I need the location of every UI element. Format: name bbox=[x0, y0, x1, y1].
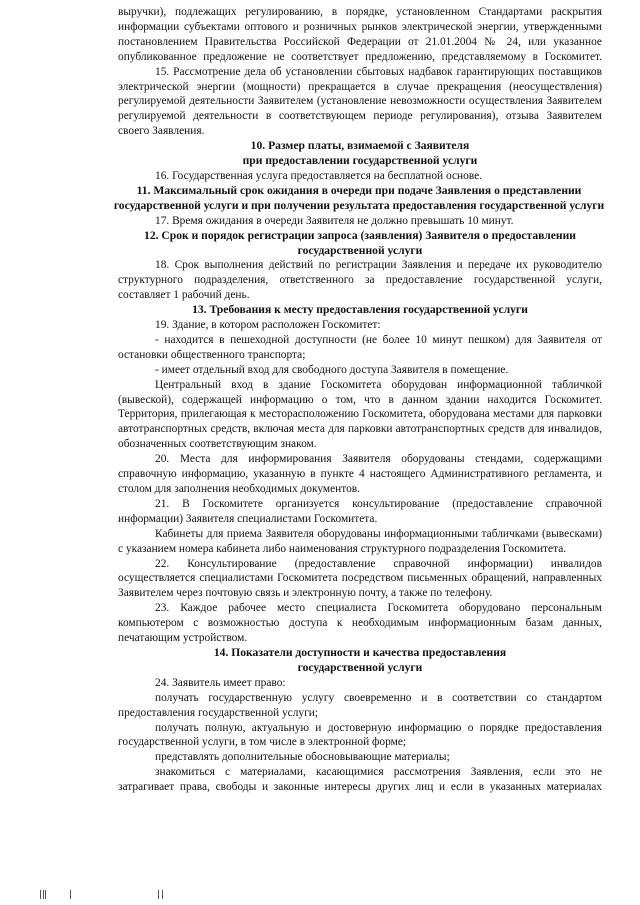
paragraph: 24. Заявитель имеет право: bbox=[155, 676, 286, 689]
paragraph: 23. Каждое рабочее место специалиста Госкомитета оборудовано персональным компьютером с возможностью доступа к необходимым информационным базам данных, печатающим устройством. bbox=[118, 602, 602, 645]
paragraph: 16. Государственная услуга предоставляется на бесплатной основе. bbox=[155, 169, 483, 182]
paragraph: представлять дополнительные обосновывающие материалы; bbox=[155, 751, 450, 764]
paragraph: - находится в пешеходной доступности (не более 10 минут пешком) для Заявителя от остановки общественного транспорта; bbox=[118, 333, 602, 361]
paragraph: знакомиться с материалами, касающимися рассмотрения Заявления, если это не затрагивает права, свободы и законные интересы других лиц и если в указанных материалах bbox=[118, 766, 602, 794]
paragraph: 22. Консультирование (предоставление справочной информации) инвалидов осуществляется специалистами Госкомитета посредством письменных обращений, направленных Заявителем через почтовую связь и электронную почту, а также по телефону. bbox=[118, 557, 602, 600]
section-heading: 11. Максимальный срок ожидания в очереди при подаче Заявления о представлении государственной услуги и при получении результата предоставления государственной услуги bbox=[113, 183, 605, 212]
section-heading: при предоставлении государственной услуги bbox=[242, 154, 478, 168]
section-heading: государственной услуги bbox=[297, 660, 423, 674]
paragraph: Центральный вход в здание Госкомитета оборудован информационной табличкой (вывеской), содержащей информацию о том, что в данном здании находится Госкомитет. Территория, прилегающая к месторасположению Госкомитета, оборудована местами для парковки автотранспортных средств, включая места для парковки автотранспортных средств для инвалидов, обозначенных соответствующим знаком. bbox=[118, 378, 602, 451]
paragraph: выручки), подлежащих регулированию, в порядке, установленном Стандартами раскрытия информации субъектами оптового и розничных рынков электрической энергии, утвержденными постановлением Правительства Российской Федерации от 21.01.2004 № 24, или указанное опубликованное предложение не соответствует предложению, представляемому в Госкомитет. bbox=[118, 6, 602, 63]
paragraph: Кабинеты для приема Заявителя оборудованы информационными табличками (вывесками) с указанием номера кабинета либо наименования структурного подразделения Госкомитета. bbox=[118, 527, 602, 555]
section-heading: 13. Требования к месту предоставления государственной услуги bbox=[192, 303, 528, 317]
paragraph: получать государственную услугу своевременно и в соответствии со стандартом предоставления государственной услуги; bbox=[118, 691, 602, 719]
paragraph: 15. Рассмотрение дела об установлении сбытовых надбавок гарантирующих поставщиков электрической энергии (мощности) прекращается в случае прекращения (неосуществления) регулируемой деятельности Заявителем (установление невозможности осуществления Заявителем регулируемой деятельности в соответствующем периоде регулирования), отзыва Заявителем своего Заявления. bbox=[118, 65, 602, 138]
document-page bbox=[113, 5, 605, 795]
paragraph: 19. Здание, в котором расположен Госкомитет: bbox=[155, 319, 381, 332]
paragraph: - имеет отдельный вход для свободного доступа Заявителя в помещение. bbox=[155, 363, 509, 376]
paragraph: получать полную, актуальную и достоверную информацию о порядке предоставления государственной услуги, в том числе в электронной форме; bbox=[118, 721, 602, 749]
paragraph: 21. В Госкомитете организуется консультирование (предоставление справочной информации) Заявителя специалистами Госкомитета. bbox=[118, 497, 602, 525]
paragraph: 17. Время ожидания в очереди Заявителя не должно превышать 10 минут. bbox=[155, 214, 514, 227]
paragraph: 20. Места для информирования Заявителя оборудованы стендами, содержащими справочную информацию, указанную в пункте 4 настоящего Административного регламента, и столом для заполнения необходимых документов. bbox=[118, 453, 602, 495]
section-heading: 14. Показатели доступности и качества предоставления bbox=[213, 645, 507, 659]
paragraph: 18. Срок выполнения действий по регистрации Заявления и передаче их руководителю структурного подразделения, ответственного за предоставление государственной услуги, составляет 1 рабочий день. bbox=[118, 259, 602, 302]
section-heading: 10. Размер платы, взимаемой с Заявителя bbox=[250, 139, 470, 153]
section-heading: 12. Срок и порядок регистрации запроса (заявления) Заявителя о предоставлении государственной услуги bbox=[144, 228, 576, 257]
scan-footer-marks bbox=[40, 890, 240, 900]
